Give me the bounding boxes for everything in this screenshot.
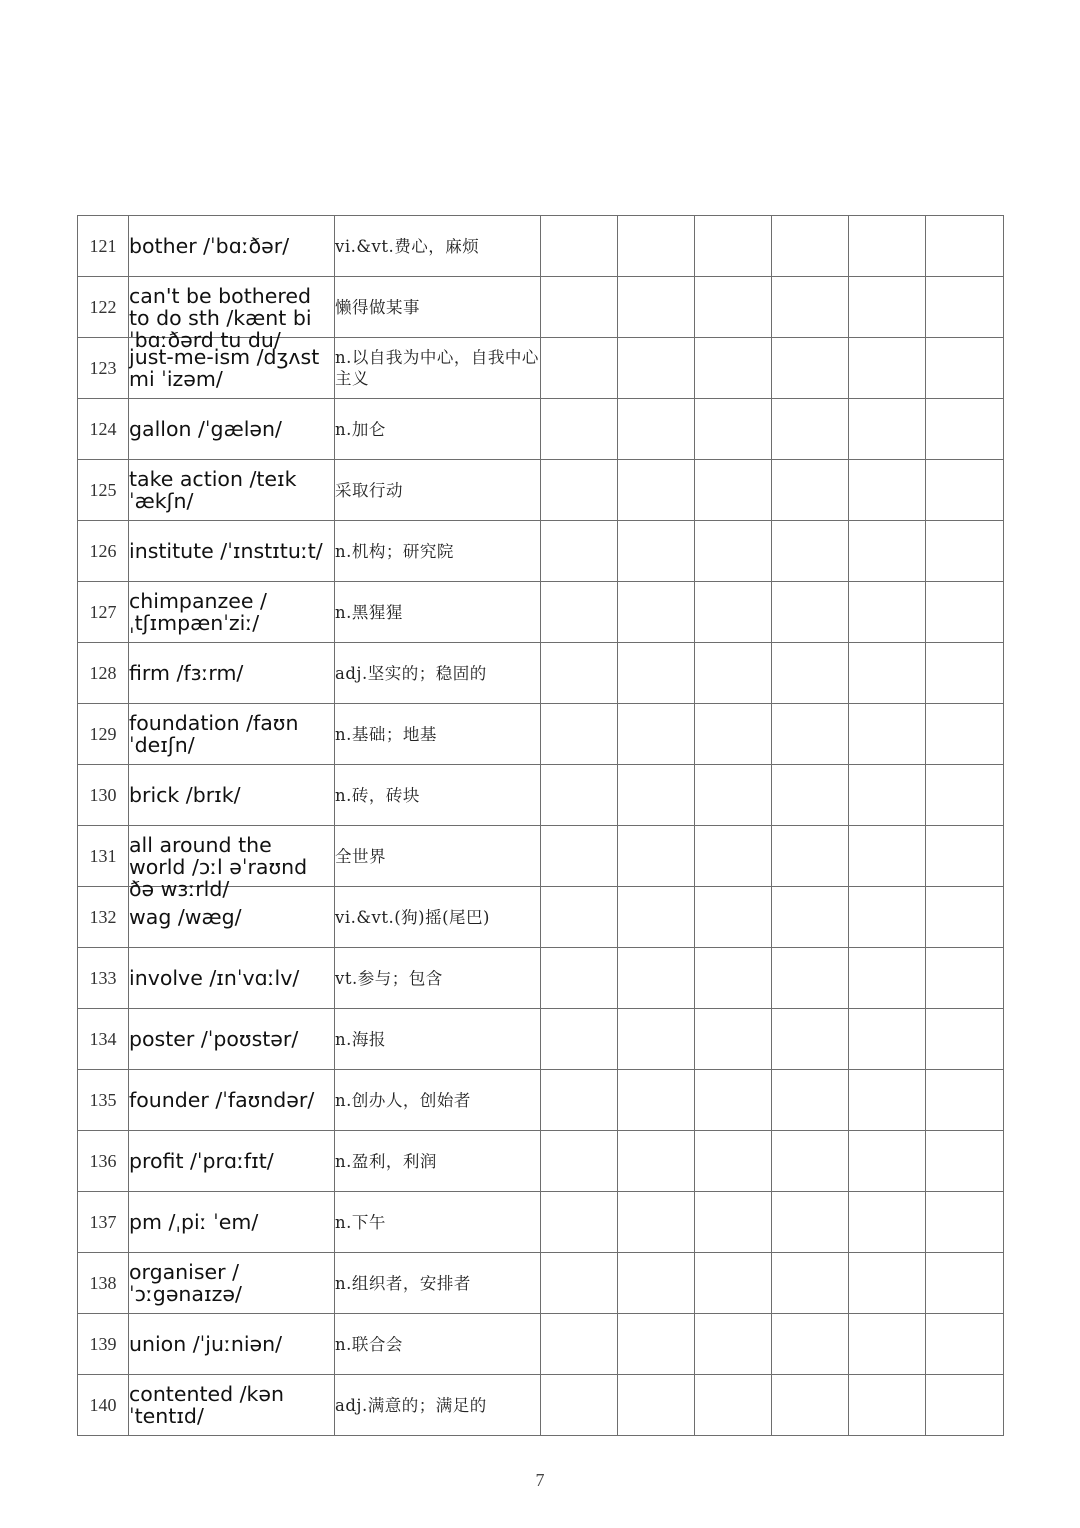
word-with-phonetic: involve /ɪnˈvɑːlv/ [129,966,300,990]
table-row [78,1375,1004,1436]
word-cell [129,765,335,826]
practice-cell [618,399,695,460]
meaning-cell: n.加仑 [335,399,541,460]
table-row [78,704,1004,765]
practice-cell [926,338,1004,399]
practice-cell [849,1253,926,1314]
practice-cell [618,338,695,399]
practice-cell [695,1009,772,1070]
practice-cell [695,704,772,765]
word-with-phonetic: poster /ˈpoʊstər/ [129,1027,299,1051]
practice-cell [926,1192,1004,1253]
practice-cell [926,399,1004,460]
practice-cell [695,1131,772,1192]
practice-cell [541,1070,618,1131]
word-with-phonetic: founder /ˈfaʊndər/ [129,1088,315,1112]
row-number: 136 [78,1131,129,1192]
word-cell [129,582,335,643]
word-with-phonetic: chimpanzee /ˌtʃɪmpænˈziː/ [129,589,267,635]
word-with-phonetic: pm /ˌpiː ˈem/ [129,1210,259,1234]
practice-cell [695,1314,772,1375]
table-row [78,765,1004,826]
row-number: 131 [78,826,129,887]
practice-cell [618,1009,695,1070]
table-row [78,521,1004,582]
practice-cell [695,1375,772,1436]
meaning-cell: n.盈利，利润 [335,1131,541,1192]
practice-cell [541,1009,618,1070]
word-with-phonetic: just-me-ism /dʒʌst mi ˈizəm/ [129,345,320,391]
practice-cell [926,948,1004,1009]
practice-cell [772,460,849,521]
word-cell [129,1192,335,1253]
word-with-phonetic: institute /ˈɪnstɪtuːt/ [129,539,323,563]
row-number: 134 [78,1009,129,1070]
vocabulary-table-body [78,216,1004,1436]
practice-cell [541,1192,618,1253]
practice-cell [541,1131,618,1192]
practice-cell [772,704,849,765]
word-with-phonetic: can't be bothered to do sth /kænt bi ˈbɑːðərd tu du/ [129,284,312,352]
practice-cell [849,216,926,277]
practice-cell [695,826,772,887]
practice-cell [849,1131,926,1192]
practice-cell [926,643,1004,704]
practice-cell [695,887,772,948]
meaning-cell: n.以自我为中心，自我中心主义 [335,338,541,399]
meaning-cell: n.基础；地基 [335,704,541,765]
table-row [78,1070,1004,1131]
practice-cell [618,1192,695,1253]
practice-cell [695,1253,772,1314]
table-row [78,1314,1004,1375]
practice-cell [541,277,618,338]
row-number: 137 [78,1192,129,1253]
table-row [78,643,1004,704]
row-number: 125 [78,460,129,521]
practice-cell [849,1192,926,1253]
row-number: 127 [78,582,129,643]
word-cell [129,1070,335,1131]
practice-cell [695,643,772,704]
meaning-cell: n.组织者，安排者 [335,1253,541,1314]
practice-cell [618,826,695,887]
table-row [78,948,1004,1009]
practice-cell [926,1375,1004,1436]
practice-cell [926,704,1004,765]
row-number: 129 [78,704,129,765]
table-row [78,1131,1004,1192]
practice-cell [695,521,772,582]
practice-cell [849,1375,926,1436]
practice-cell [541,887,618,948]
practice-cell [541,460,618,521]
practice-cell [695,765,772,826]
practice-cell [926,460,1004,521]
table-row [78,277,1004,338]
row-number: 123 [78,338,129,399]
table-row [78,216,1004,277]
word-with-phonetic: bother /ˈbɑːðər/ [129,234,290,258]
practice-cell [849,765,926,826]
practice-cell [618,1253,695,1314]
meaning-cell: adj.坚实的；稳固的 [335,643,541,704]
practice-cell [618,216,695,277]
practice-cell [541,948,618,1009]
practice-cell [926,765,1004,826]
practice-cell [618,521,695,582]
practice-cell [926,887,1004,948]
row-number: 130 [78,765,129,826]
practice-cell [541,1314,618,1375]
practice-cell [849,277,926,338]
practice-cell [772,643,849,704]
practice-cell [849,887,926,948]
practice-cell [772,338,849,399]
practice-cell [772,277,849,338]
practice-cell [541,216,618,277]
word-cell [129,1375,335,1436]
practice-cell [695,216,772,277]
meaning-cell: 全世界 [335,826,541,887]
word-cell [129,643,335,704]
word-with-phonetic: foundation /faʊnˈdeɪʃn/ [129,711,299,757]
practice-cell [849,1009,926,1070]
practice-cell [541,399,618,460]
word-cell [129,1009,335,1070]
practice-cell [541,582,618,643]
practice-cell [849,460,926,521]
practice-cell [618,1131,695,1192]
word-with-phonetic: contented /kənˈtentɪd/ [129,1382,285,1428]
practice-cell [772,1009,849,1070]
practice-cell [772,216,849,277]
meaning-cell: vt.参与；包含 [335,948,541,1009]
row-number: 124 [78,399,129,460]
table-row [78,1009,1004,1070]
practice-cell [772,399,849,460]
table-row [78,1192,1004,1253]
table-row [78,460,1004,521]
practice-cell [772,887,849,948]
meaning-cell: 采取行动 [335,460,541,521]
practice-cell [926,1070,1004,1131]
meaning-cell: 懒得做某事 [335,277,541,338]
practice-cell [695,948,772,1009]
row-number: 135 [78,1070,129,1131]
practice-cell [772,1375,849,1436]
practice-cell [926,1131,1004,1192]
practice-cell [695,460,772,521]
row-number: 140 [78,1375,129,1436]
practice-cell [926,277,1004,338]
practice-cell [849,582,926,643]
practice-cell [849,704,926,765]
word-cell [129,338,335,399]
practice-cell [849,643,926,704]
row-number: 128 [78,643,129,704]
practice-cell [541,643,618,704]
practice-cell [772,948,849,1009]
practice-cell [772,826,849,887]
page-number: 7 [535,1470,545,1490]
practice-cell [695,1070,772,1131]
word-with-phonetic: union /ˈjuːniən/ [129,1332,283,1356]
row-number: 122 [78,277,129,338]
practice-cell [772,1253,849,1314]
practice-cell [849,1314,926,1375]
word-cell [129,277,335,352]
table-row [78,826,1004,887]
practice-cell [618,887,695,948]
practice-cell [849,399,926,460]
meaning-cell: adj.满意的；满足的 [335,1375,541,1436]
table-row [78,399,1004,460]
practice-cell [695,582,772,643]
meaning-cell: n.机构；研究院 [335,521,541,582]
meaning-cell: n.砖，砖块 [335,765,541,826]
practice-cell [618,704,695,765]
practice-cell [772,521,849,582]
practice-cell [695,399,772,460]
word-with-phonetic: profit /ˈprɑːfɪt/ [129,1149,274,1173]
table-row [78,1253,1004,1314]
row-number: 133 [78,948,129,1009]
practice-cell [618,1314,695,1375]
practice-cell [849,338,926,399]
practice-cell [541,765,618,826]
word-cell [129,948,335,1009]
vocabulary-table [77,215,1004,1436]
word-with-phonetic: gallon /ˈgælən/ [129,417,282,441]
practice-cell [926,1009,1004,1070]
row-number: 126 [78,521,129,582]
word-cell [129,521,335,582]
practice-cell [772,1070,849,1131]
practice-cell [695,1192,772,1253]
practice-cell [541,1253,618,1314]
meaning-cell: vi.&vt.(狗)摇(尾巴) [335,887,541,948]
practice-cell [618,948,695,1009]
meaning-cell: n.海报 [335,1009,541,1070]
practice-cell [849,826,926,887]
meaning-cell: n.黑猩猩 [335,582,541,643]
row-number: 132 [78,887,129,948]
practice-cell [618,1070,695,1131]
practice-cell [926,1314,1004,1375]
word-cell [129,460,335,521]
practice-cell [541,521,618,582]
word-cell [129,399,335,460]
practice-cell [772,1192,849,1253]
word-with-phonetic: organiser /ˈɔːgənaɪzə/ [129,1260,242,1306]
word-cell [129,1131,335,1192]
meaning-cell: n.创办人，创始者 [335,1070,541,1131]
practice-cell [618,643,695,704]
practice-cell [926,216,1004,277]
practice-cell [849,1070,926,1131]
practice-cell [541,338,618,399]
practice-cell [926,1253,1004,1314]
practice-cell [772,582,849,643]
table-row [78,582,1004,643]
practice-cell [541,704,618,765]
row-number: 138 [78,1253,129,1314]
word-cell [129,216,335,277]
meaning-cell: n.联合会 [335,1314,541,1375]
practice-cell [618,460,695,521]
practice-cell [849,521,926,582]
row-number: 121 [78,216,129,277]
practice-cell [772,1314,849,1375]
practice-cell [618,582,695,643]
word-cell [129,826,335,901]
practice-cell [772,1131,849,1192]
practice-cell [541,1375,618,1436]
word-cell [129,1314,335,1375]
word-with-phonetic: all around the world /ɔːl əˈraʊnd ðə wɜːrld/ [129,833,308,901]
table-row [78,338,1004,399]
word-with-phonetic: wag /wæg/ [129,905,242,929]
practice-cell [849,948,926,1009]
word-with-phonetic: brick /brɪk/ [129,783,241,807]
practice-cell [695,277,772,338]
practice-cell [618,277,695,338]
practice-cell [926,582,1004,643]
practice-cell [541,826,618,887]
practice-cell [618,765,695,826]
row-number: 139 [78,1314,129,1375]
word-cell [129,1253,335,1314]
practice-cell [926,826,1004,887]
practice-cell [926,521,1004,582]
meaning-cell: vi.&vt.费心，麻烦 [335,216,541,277]
word-with-phonetic: firm /fɜːrm/ [129,661,244,685]
word-with-phonetic: take action /teɪk ˈækʃn/ [129,467,297,513]
practice-cell [695,338,772,399]
meaning-cell: n.下午 [335,1192,541,1253]
practice-cell [772,765,849,826]
word-cell [129,704,335,765]
practice-cell [618,1375,695,1436]
